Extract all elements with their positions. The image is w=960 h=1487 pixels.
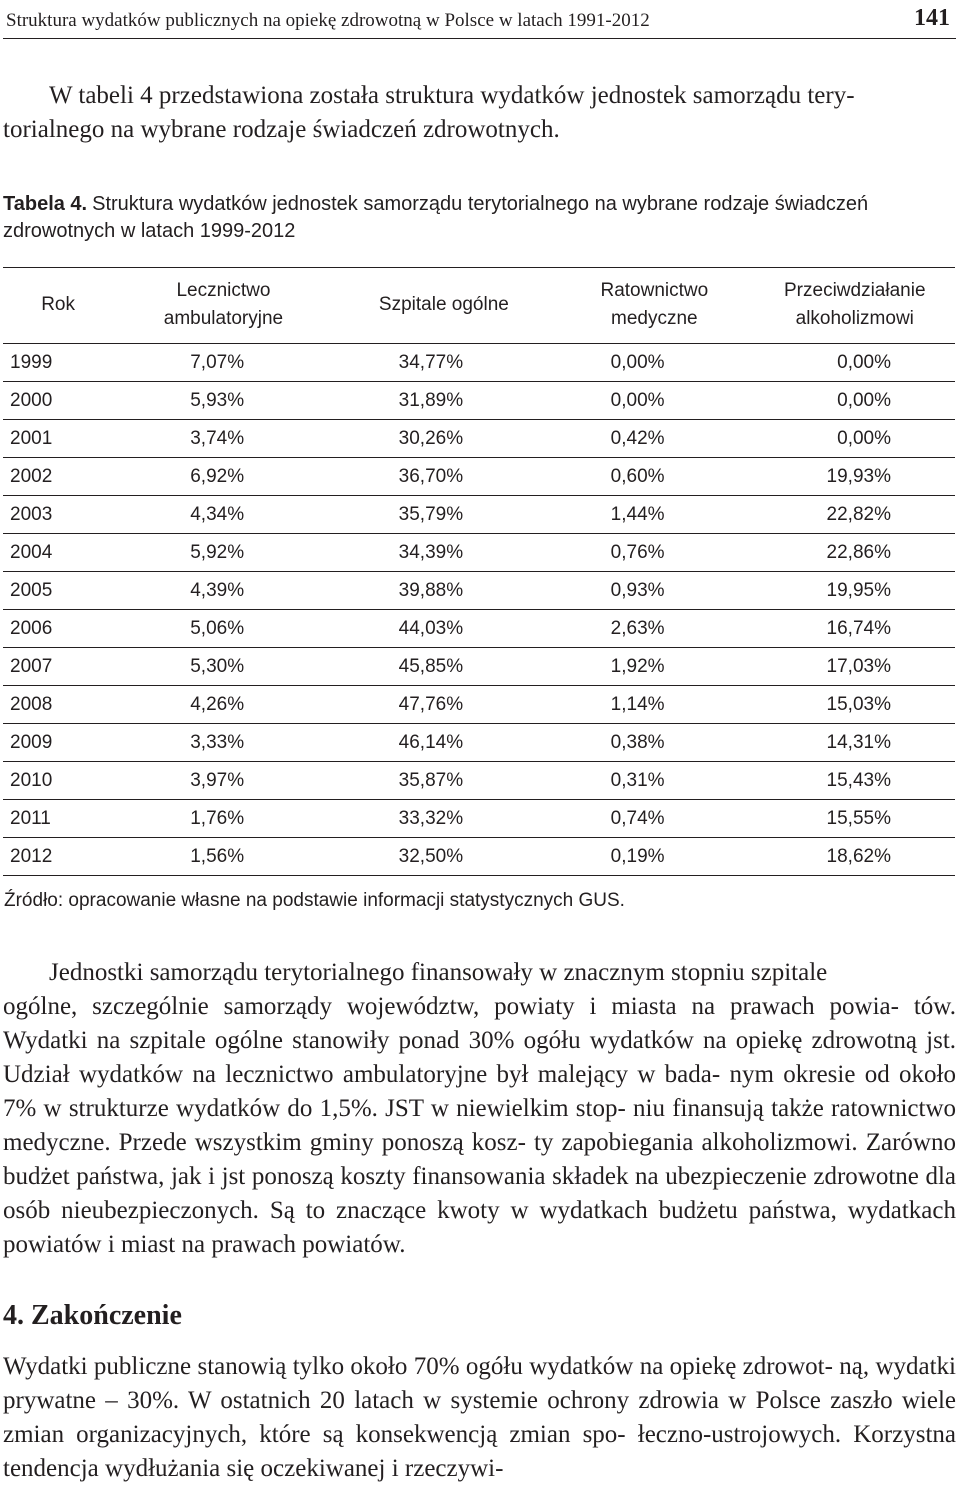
cell-szpitale: 30,26% — [334, 420, 554, 458]
cell-lecznictwo: 1,76% — [113, 800, 333, 838]
cell-ratownictwo: 0,74% — [554, 800, 754, 838]
table-row — [3, 420, 955, 458]
body-line: tów. Wydatki na szpitale ogólne stanowiły ponad 30% ogółu wydatków na opiekę — [3, 993, 956, 1054]
cell-przeciwdzialanie: 0,00% — [755, 344, 955, 382]
table-caption-text: zdrowotnych w latach 1999-2012 — [3, 220, 296, 242]
cell-year: 2011 — [3, 800, 113, 838]
cell-ratownictwo: 2,63% — [554, 610, 754, 648]
table-header-row — [3, 268, 955, 344]
cell-przeciwdzialanie: 22,86% — [755, 534, 955, 572]
cell-lecznictwo: 3,74% — [113, 420, 333, 458]
page-number: 141 — [914, 5, 950, 31]
table-row — [3, 724, 955, 762]
body-line: Jednostki samorządu terytorialnego finansowały w znacznym stopniu szpitale — [49, 959, 828, 986]
cell-year: 2005 — [3, 572, 113, 610]
cell-ratownictwo: 0,00% — [554, 344, 754, 382]
table-row — [3, 686, 955, 724]
intro-paragraph — [3, 79, 956, 147]
cell-ratownictwo: 0,42% — [554, 420, 754, 458]
cell-przeciwdzialanie: 19,93% — [755, 458, 955, 496]
cell-ratownictwo: 0,93% — [554, 572, 754, 610]
cell-przeciwdzialanie: 0,00% — [755, 420, 955, 458]
cell-szpitale: 31,89% — [334, 382, 554, 420]
header-ratownictwo: Ratownictwo medyczne — [554, 268, 754, 344]
cell-przeciwdzialanie: 15,03% — [755, 686, 955, 724]
cell-year: 2008 — [3, 686, 113, 724]
cell-szpitale: 35,79% — [334, 496, 554, 534]
table-row — [3, 458, 955, 496]
table-row — [3, 648, 955, 686]
cell-year: 2006 — [3, 610, 113, 648]
cell-lecznictwo: 4,26% — [113, 686, 333, 724]
cell-przeciwdzialanie: 19,95% — [755, 572, 955, 610]
cell-lecznictwo: 4,34% — [113, 496, 333, 534]
cell-year: 2004 — [3, 534, 113, 572]
cell-ratownictwo: 0,38% — [554, 724, 754, 762]
cell-year: 2002 — [3, 458, 113, 496]
cell-year: 2010 — [3, 762, 113, 800]
body-line: w Polsce zaszło wiele zmian organizacyjnych, które są konsekwencją zmian spo- — [3, 1387, 956, 1448]
cell-year: 2001 — [3, 420, 113, 458]
table-row — [3, 838, 955, 876]
cell-przeciwdzialanie: 17,03% — [755, 648, 955, 686]
cell-ratownictwo: 1,44% — [554, 496, 754, 534]
table-row — [3, 344, 955, 382]
cell-szpitale: 45,85% — [334, 648, 554, 686]
cell-szpitale: 34,39% — [334, 534, 554, 572]
cell-year: 2003 — [3, 496, 113, 534]
cell-lecznictwo: 5,93% — [113, 382, 333, 420]
body-paragraph-2 — [3, 1350, 956, 1486]
cell-lecznictwo: 3,33% — [113, 724, 333, 762]
table-row — [3, 496, 955, 534]
cell-przeciwdzialanie: 14,31% — [755, 724, 955, 762]
cell-szpitale: 36,70% — [334, 458, 554, 496]
header-rok: Rok — [3, 268, 113, 344]
cell-ratownictwo: 1,14% — [554, 686, 754, 724]
body-line: Wydatki publiczne stanowią tylko około 70% ogółu wydatków na opiekę zdrowot- — [3, 1353, 833, 1380]
cell-lecznictwo: 1,56% — [113, 838, 333, 876]
cell-szpitale: 35,87% — [334, 762, 554, 800]
cell-ratownictwo: 0,60% — [554, 458, 754, 496]
table-row — [3, 762, 955, 800]
cell-szpitale: 39,88% — [334, 572, 554, 610]
table-row — [3, 572, 955, 610]
expenditure-table — [3, 267, 955, 876]
cell-lecznictwo: 6,92% — [113, 458, 333, 496]
intro-line: torialnego na wybrane rodzaje świadczeń zdrowotnych. — [3, 116, 560, 143]
body-line: prawach powiatów. — [211, 1231, 406, 1258]
body-line: niu finansują także ratownictwo medyczne. Przede wszystkim gminy ponoszą kosz- — [3, 1095, 956, 1156]
header-szpitale: Szpitale ogólne — [334, 268, 554, 344]
cell-year: 2000 — [3, 382, 113, 420]
cell-szpitale: 32,50% — [334, 838, 554, 876]
intro-line: W tabeli 4 przedstawiona została struktura wydatków jednostek samorządu tery- — [49, 82, 855, 109]
cell-ratownictwo: 0,76% — [554, 534, 754, 572]
running-header — [3, 0, 956, 39]
cell-lecznictwo: 3,97% — [113, 762, 333, 800]
running-title: Struktura wydatków publicznych na opiekę zdrowotną w Polsce w latach 1991-2012 — [6, 10, 650, 31]
cell-year: 2009 — [3, 724, 113, 762]
cell-ratownictwo: 0,19% — [554, 838, 754, 876]
body-line: ty zapobiegania alkoholizmowi. Zarówno budżet państwa, jak i jst ponoszą koszty — [3, 1129, 956, 1190]
cell-lecznictwo: 4,39% — [113, 572, 333, 610]
body-line: finansowania składek na ubezpieczenie zdrowotne dla osób nieubezpieczonych. Są — [3, 1163, 956, 1224]
cell-ratownictwo: 0,00% — [554, 382, 754, 420]
table-source-note: Źródło: opracowanie własne na podstawie informacji statystycznych GUS. — [4, 890, 625, 911]
body-line: ną, wydatki prywatne – 30%. W ostatnich 20 latach w systemie ochrony zdrowia — [3, 1353, 957, 1414]
cell-lecznictwo: 7,07% — [113, 344, 333, 382]
cell-przeciwdzialanie: 16,74% — [755, 610, 955, 648]
cell-year: 2012 — [3, 838, 113, 876]
cell-szpitale: 34,77% — [334, 344, 554, 382]
table-row — [3, 610, 955, 648]
cell-szpitale: 33,32% — [334, 800, 554, 838]
table-caption — [3, 191, 956, 245]
table-caption-text: Struktura wydatków jednostek samorządu terytorialnego na wybrane rodzaje świadczeń — [92, 193, 869, 215]
cell-szpitale: 46,14% — [334, 724, 554, 762]
body-line: ogólne, szczególnie samorządy województw, powiaty i miasta na prawach powia- — [3, 993, 899, 1020]
body-line: łeczno-ustrojowych. Korzystna tendencja wydłużania się oczekiwanej i rzeczywi- — [3, 1421, 957, 1482]
cell-przeciwdzialanie: 0,00% — [755, 382, 955, 420]
table-row — [3, 800, 955, 838]
cell-przeciwdzialanie: 15,55% — [755, 800, 955, 838]
cell-lecznictwo: 5,92% — [113, 534, 333, 572]
body-line: to znaczące kwoty w wydatkach budżetu państwa, wydatkach powiatów i miast na — [3, 1197, 957, 1258]
cell-szpitale: 47,76% — [334, 686, 554, 724]
header-przeciwdzialanie: Przeciwdziałanie alkoholizmowi — [755, 268, 955, 344]
cell-lecznictwo: 5,30% — [113, 648, 333, 686]
cell-przeciwdzialanie: 15,43% — [755, 762, 955, 800]
table-row — [3, 534, 955, 572]
header-lecznictwo: Lecznictwo ambulatoryjne — [113, 268, 333, 344]
cell-year: 2007 — [3, 648, 113, 686]
cell-przeciwdzialanie: 22,82% — [755, 496, 955, 534]
body-line: zdrowotną jst. Udział wydatków na lecznictwo ambulatoryjne był malejący w bada- — [3, 1027, 957, 1088]
cell-szpitale: 44,03% — [334, 610, 554, 648]
section-heading: 4. Zakończenie — [3, 1300, 182, 1331]
table-row — [3, 382, 955, 420]
cell-lecznictwo: 5,06% — [113, 610, 333, 648]
body-paragraph-1 — [3, 956, 956, 1262]
cell-przeciwdzialanie: 18,62% — [755, 838, 955, 876]
body-line: nym okresie od około 7% w strukturze wydatków do 1,5%. JST w niewielkim stop- — [3, 1061, 956, 1122]
table-caption-label: Tabela 4. — [3, 193, 88, 215]
cell-ratownictwo: 1,92% — [554, 648, 754, 686]
cell-year: 1999 — [3, 344, 113, 382]
cell-ratownictwo: 0,31% — [554, 762, 754, 800]
